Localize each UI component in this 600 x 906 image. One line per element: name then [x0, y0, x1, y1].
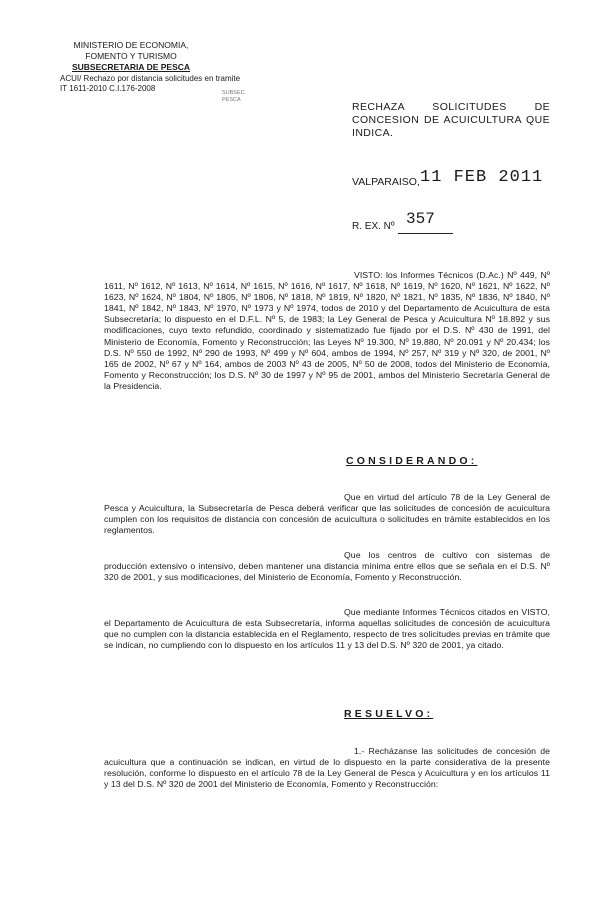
rex-label: R. EX. Nº — [352, 221, 395, 232]
considerando-paragraph-2: Que los centros de cultivo con sistemas de producción extensivo o intensivo, deben mantener una distancia mínima entre ellos que se señala en el D.S. Nº 320 de 2001, y sus modificaciones, del Ministerio de Economía, Fomento y Reconstrucción. — [104, 550, 550, 583]
resolution-title: RECHAZA SOLICITUDES DE CONCESION DE ACUICULTURA QUE INDICA. — [352, 101, 550, 139]
visto-paragraph: VISTO: los Informes Técnicos (D.Ac.) Nº 449, Nº 1611, Nº 1612, Nº 1613, Nº 1614, Nº 1615, Nº 1616, Nº 1617, Nº 1618, Nº 1619, Nº 1620, Nº 1621, Nº 1622, Nº 1623, Nº 1624, Nº 1804, Nº 1805, Nº 1806, Nº 1818, Nº 1819, Nº 1820, Nº 1821, Nº 1835, Nº 1836, Nº 1840, Nº 1841, Nº 1842, Nº 1843, Nº 1970, Nº 1973 y Nº 1974, todos de 2010 y del Departamento de Acuicultura de esta Subsecretaría; lo dispuesto en el D.F.L. Nº 5, de 1983; la Ley General de Pesca y Acuicultura Nº 18.892 y sus modificaciones, cuyo texto refundido, coordinado y sistematizado fue fijado por el D.S. Nº 430 de 1991, del Ministerio de Economía, Fomento y Reconstrucción; las Leyes Nº 19.300, Nº 19.880, Nº 20.091 y Nº 20.434; los D.S. Nº 550 de 1992, Nº 290 de 1993, Nº 499 y Nº 604, ambos de 1994, Nº 257, Nº 319 y Nº 320, de 2001, Nº 165 de 2002, Nº 67 y Nº 164, ambos de 2003 Nº 43 de 2005, Nº 50 de 2008, todos del Ministerio de Economía, Fomento y Reconstrucción; los D.S. Nº 30 de 1997 y Nº 95 de 2001, ambos del Ministerio Secretaría General de la Presidencia. — [104, 270, 550, 391]
considerando-heading — [346, 455, 477, 467]
office-stamp — [222, 90, 246, 104]
ministry-name: MINISTERIO DE ECONOMIA, — [73, 40, 189, 50]
reference-line-1: ACUI/ Rechazo por distancia solicitudes en tramite — [60, 74, 241, 83]
rex-number: 357 — [406, 210, 435, 228]
considerando-title: CONSIDERANDO: — [346, 455, 478, 467]
reference-line-2: IT 1611-2010 C.I.176-2008 — [60, 84, 156, 93]
resuelvo-heading — [344, 708, 433, 720]
considerando-paragraph-3: Que mediante Informes Técnicos citados en VISTO, el Departamento de Acuicultura de esta Subsecretaría, informa aquellas solicitudes de concesión de acuicultura que no cumplen con la distancia establecida en el Reglamento, respecto de tres solicitudes previas en trámite que se indican, no cumpliendo con lo dispuesto en los artículos 11 y 13 del D.S. Nº 320 de 2001, ya citado. — [104, 607, 550, 651]
resuelvo-paragraph-1: 1.- Recházanse las solicitudes de concesión de acuicultura que a continuación se indican, en virtud de lo dispuesto en la parte considerativa de la presente resolución, conforme lo dispuesto en el artículo 78 de la Ley General de Pesca y Acuicultura y en los artículos 11 y 13 del D.S. Nº 320 de 2001 del Ministerio de Economía, Fomento y Reconstrucción: — [104, 746, 550, 790]
subsecretaria-name: SUBSECRETARIA DE PESCA — [71, 62, 191, 72]
ministry-name-line2: FOMENTO Y TURISMO — [85, 51, 177, 61]
considerando-paragraph-1: Que en virtud del artículo 78 de la Ley General de Pesca y Acuicultura, la Subsecretaría de Pesca deberá verificar que las solicitudes de concesión de acuicultura cumplen con los requisitos de distancia con concesión de acuicultura o solicitudes en trámite establecidos en los reglamentos. — [104, 492, 550, 536]
resuelvo-title: RESUELVO: — [344, 708, 434, 720]
place-label: VALPARAISO, — [352, 176, 420, 188]
stamp-line-1: SUBSEC. — [222, 90, 247, 96]
ministry-header — [46, 40, 216, 73]
stamp-line-2: PESCA — [222, 97, 241, 103]
date-stamp: 11 FEB 2011 — [420, 168, 544, 187]
rex-underline — [398, 233, 453, 234]
